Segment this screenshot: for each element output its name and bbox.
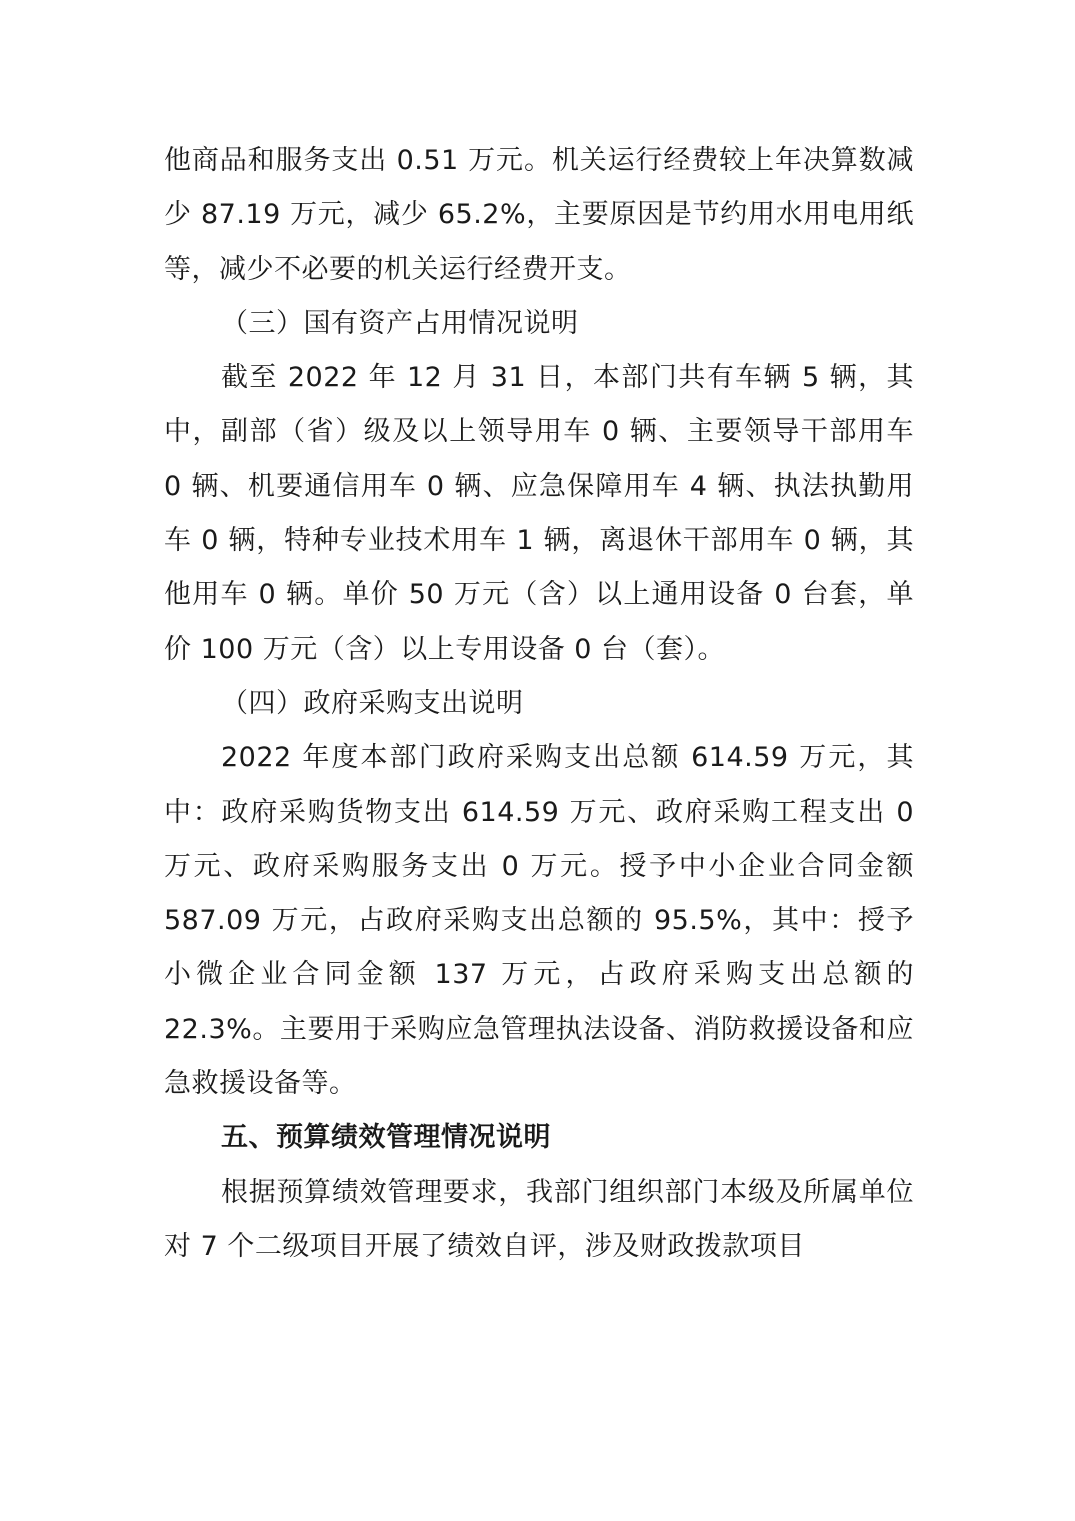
- paragraph-procurement: 2022 年度本部门政府采购支出总额 614.59 万元，其中：政府采购货物支出 614.59 万元、政府采购工程支出 0 万元、政府采购服务支出 0 万元。授予中小企业合同金额 587.09 万元，占政府采购支出总额的 95.5%，其中：授予小微企业合同金额 137 万元，占政府采购支出总额的 22.3%。主要用于采购应急管理执法设备、消防救援设备和应急救援设备等。: [164, 742, 914, 1100]
- document-body: [164, 134, 914, 1274]
- paragraph-operating-expenses: 他商品和服务支出 0.51 万元。机关运行经费较上年决算数减少 87.19 万元，减少 65.2%，主要原因是节约用水用电用纸等，减少不必要的机关运行经费开支。: [164, 145, 914, 285]
- paragraph-performance: 根据预算绩效管理要求，我部门组织部门本级及所属单位对 7 个二级项目开展了绩效自评，涉及财政拨款项目: [164, 1176, 914, 1262]
- heading-state-assets: （三）国有资产占用情况说明: [221, 307, 579, 339]
- heading-performance-management: 五、预算绩效管理情况说明: [221, 1122, 551, 1154]
- paragraph-vehicles: 截至 2022 年 12 月 31 日，本部门共有车辆 5 辆，其中，副部（省）级及以上领导用车 0 辆、主要领导干部用车 0 辆、机要通信用车 0 辆、应急保障用车 4 辆、执法执勤用车 0 辆，特种专业技术用车 1 辆，离退休干部用车 0 辆，其他用车 0 辆。单价 50 万元（含）以上通用设备 0 台套，单价 100 万元（含）以上专用设备 0 台（套）。: [164, 362, 914, 665]
- heading-government-procurement: （四）政府采购支出说明: [221, 687, 524, 719]
